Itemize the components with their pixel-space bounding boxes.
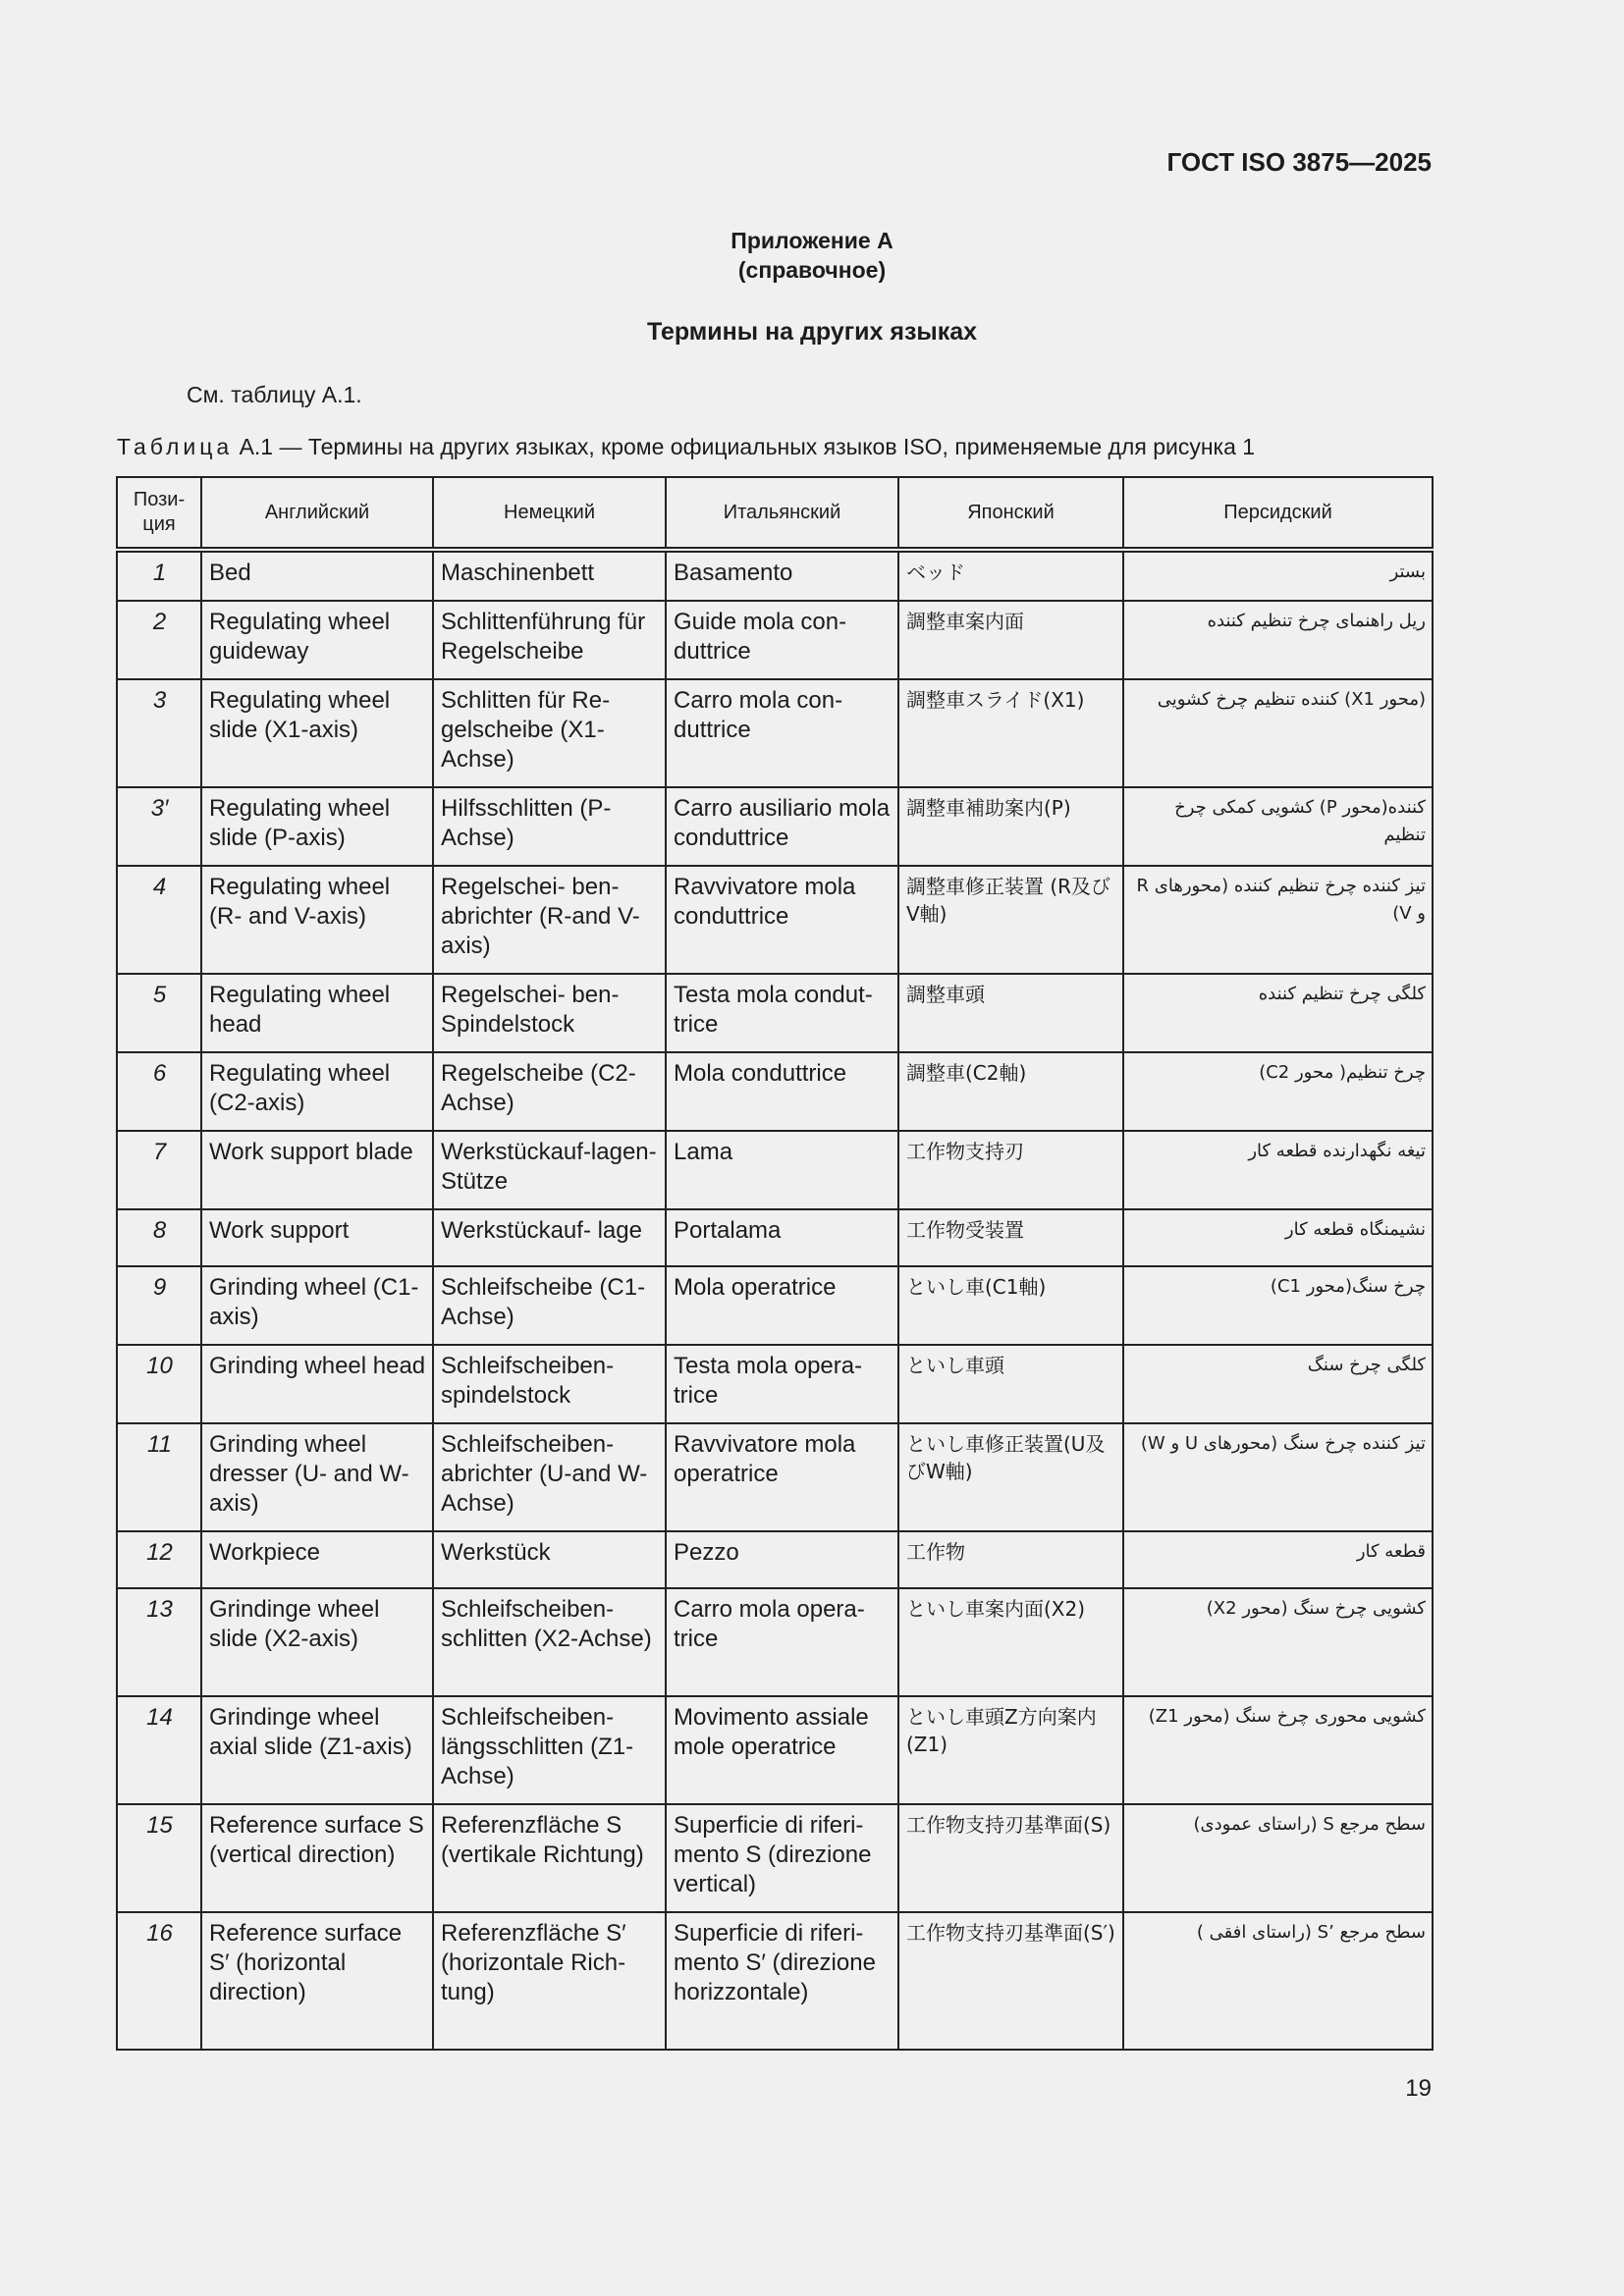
cell-german: Schlittenführung für Regelscheibe	[433, 601, 666, 679]
annex-heading	[0, 226, 1624, 285]
cell-position: 1	[117, 550, 201, 601]
cell-german: Regelschei- ben-abrichter (R-and V-axis)	[433, 866, 666, 974]
cell-german: Schlitten für Re-gelscheibe (X1-Achse)	[433, 679, 666, 787]
cell-position: 7	[117, 1131, 201, 1209]
cell-japanese: 調整車案内面	[898, 601, 1123, 679]
cell-persian: قطعه کار	[1123, 1531, 1433, 1588]
table-row	[117, 1588, 1433, 1696]
header-position: Пози- ция	[117, 477, 201, 550]
cell-position: 9	[117, 1266, 201, 1345]
cell-german: Schleifscheibe (C1-Achse)	[433, 1266, 666, 1345]
cell-japanese: 調整車スライド(X1)	[898, 679, 1123, 787]
header-german: Немецкий	[433, 477, 666, 550]
cell-persian: سطح مرجع ’S (راستای افقی )	[1123, 1912, 1433, 2050]
table-caption	[117, 434, 1255, 460]
cell-position: 3	[117, 679, 201, 787]
cell-italian: Ravvivatore mola operatrice	[666, 1423, 898, 1531]
section-title: Термины на других языках	[646, 318, 978, 346]
cell-german: Hilfsschlitten (P-Achse)	[433, 787, 666, 866]
cell-german: Werkstück	[433, 1531, 666, 1588]
cell-japanese: 工作物支持刃基準面(S)	[898, 1804, 1123, 1912]
header-japanese: Японский	[898, 477, 1123, 550]
cell-english: Grinding wheel dresser (U- and W-axis)	[201, 1423, 433, 1531]
terms-table	[116, 476, 1434, 2051]
cell-japanese: 工作物受装置	[898, 1209, 1123, 1266]
cell-persian: (محور X1) کننده تنظیم چرخ کشویی	[1123, 679, 1433, 787]
annex-subtitle: (справочное)	[737, 257, 887, 283]
cell-english: Regulating wheel head	[201, 974, 433, 1052]
cell-english: Bed	[201, 550, 433, 601]
cell-italian: Superficie di riferi-mento S (direzione vertical)	[666, 1804, 898, 1912]
cell-german: Referenzfläche S (vertikale Richtung)	[433, 1804, 666, 1912]
cell-position: 12	[117, 1531, 201, 1588]
cell-english: Work support	[201, 1209, 433, 1266]
cell-position: 16	[117, 1912, 201, 2050]
cell-position: 11	[117, 1423, 201, 1531]
cell-japanese: 調整車修正装置 (R及びV軸)	[898, 866, 1123, 974]
header-english: Английский	[201, 477, 433, 550]
table-row	[117, 679, 1433, 787]
table-caption-label: Таблица	[117, 434, 234, 459]
cell-english: Work support blade	[201, 1131, 433, 1209]
cell-italian: Testa mola opera-trice	[666, 1345, 898, 1423]
cell-italian: Mola conduttrice	[666, 1052, 898, 1131]
cell-japanese: といし車修正装置(U及びW軸)	[898, 1423, 1123, 1531]
cell-japanese: といし車頭Z方向案内(Z1)	[898, 1696, 1123, 1804]
cell-persian: کلگی چرخ تنظیم کننده	[1123, 974, 1433, 1052]
table-body	[117, 550, 1433, 2050]
cell-japanese: といし車(C1軸)	[898, 1266, 1123, 1345]
page-number: 19	[1405, 2075, 1432, 2102]
cell-persian: کشویی چرخ سنگ (محور X2)	[1123, 1588, 1433, 1696]
cell-position: 10	[117, 1345, 201, 1423]
cell-position: 6	[117, 1052, 201, 1131]
cell-japanese: 工作物支持刃	[898, 1131, 1123, 1209]
cell-english: Grinding wheel head	[201, 1345, 433, 1423]
cell-persian: سطح مرجع S (راستای عمودی)	[1123, 1804, 1433, 1912]
cell-italian: Carro mola con-duttrice	[666, 679, 898, 787]
cell-german: Maschinenbett	[433, 550, 666, 601]
cell-german: Schleifscheiben-abrichter (U-and W-Achse)	[433, 1423, 666, 1531]
table-row	[117, 1423, 1433, 1531]
intro-text: См. таблицу А.1.	[187, 382, 362, 407]
cell-persian: چرخ تنظیم( محور C2)	[1123, 1052, 1433, 1131]
cell-position: 3′	[117, 787, 201, 866]
cell-japanese: 工作物支持刃基準面(S′)	[898, 1912, 1123, 2050]
cell-italian: Carro ausiliario mola conduttrice	[666, 787, 898, 866]
cell-japanese: 調整車(C2軸)	[898, 1052, 1123, 1131]
cell-english: Regulating wheel (R- and V-axis)	[201, 866, 433, 974]
cell-german: Werkstückauf- lage	[433, 1209, 666, 1266]
table-row	[117, 974, 1433, 1052]
table-row	[117, 1052, 1433, 1131]
header-italian: Итальянский	[666, 477, 898, 550]
cell-english: Regulating wheel guideway	[201, 601, 433, 679]
cell-english: Workpiece	[201, 1531, 433, 1588]
cell-persian: تیز کننده چرخ سنگ (محورهای U و W)	[1123, 1423, 1433, 1531]
cell-position: 15	[117, 1804, 201, 1912]
cell-german: Referenzfläche S′ (horizontale Rich-tung)	[433, 1912, 666, 2050]
table-row	[117, 866, 1433, 974]
table-row	[117, 1912, 1433, 2050]
cell-persian: چرخ سنگ(محور C1)	[1123, 1266, 1433, 1345]
cell-persian: نشیمنگاه قطعه کار	[1123, 1209, 1433, 1266]
table-row	[117, 550, 1433, 601]
cell-persian: بستر	[1123, 550, 1433, 601]
cell-english: Regulating wheel slide (X1-axis)	[201, 679, 433, 787]
cell-italian: Testa mola condut-trice	[666, 974, 898, 1052]
cell-japanese: ベッド	[898, 550, 1123, 601]
cell-persian: کننده(محور P) کشویی کمکی چرخ تنظیم	[1123, 787, 1433, 866]
cell-italian: Ravvivatore mola conduttrice	[666, 866, 898, 974]
cell-english: Reference surface S′ (horizontal direction)	[201, 1912, 433, 2050]
cell-italian: Carro mola opera-trice	[666, 1588, 898, 1696]
cell-japanese: といし車頭	[898, 1345, 1123, 1423]
table-header-row	[117, 477, 1433, 550]
cell-english: Regulating wheel (C2-axis)	[201, 1052, 433, 1131]
cell-italian: Pezzo	[666, 1531, 898, 1588]
cell-italian: Mola operatrice	[666, 1266, 898, 1345]
cell-italian: Basamento	[666, 550, 898, 601]
cell-german: Regelscheibe (C2-Achse)	[433, 1052, 666, 1131]
cell-italian: Guide mola con-duttrice	[666, 601, 898, 679]
cell-position: 13	[117, 1588, 201, 1696]
cell-japanese: 調整車頭	[898, 974, 1123, 1052]
cell-english: Regulating wheel slide (P-axis)	[201, 787, 433, 866]
cell-persian: کشویی محوری چرخ سنگ (محور Z1)	[1123, 1696, 1433, 1804]
cell-english: Grindinge wheel slide (X2-axis)	[201, 1588, 433, 1696]
table-row	[117, 1804, 1433, 1912]
table-row	[117, 1696, 1433, 1804]
table-row	[117, 1266, 1433, 1345]
header-persian: Персидский	[1123, 477, 1433, 550]
cell-persian: تیز کننده چرخ تنظیم کننده (محورهای R و V)	[1123, 866, 1433, 974]
document-code: ГОСТ ISO 3875—2025	[1166, 147, 1432, 177]
cell-english: Grinding wheel (C1-axis)	[201, 1266, 433, 1345]
table-row	[117, 1131, 1433, 1209]
cell-japanese: 工作物	[898, 1531, 1123, 1588]
cell-italian: Movimento assiale mole operatrice	[666, 1696, 898, 1804]
cell-persian: تیغه نگهدارنده قطعه کار	[1123, 1131, 1433, 1209]
cell-position: 14	[117, 1696, 201, 1804]
cell-persian: ریل راهنمای چرخ تنظیم کننده	[1123, 601, 1433, 679]
table-row	[117, 1345, 1433, 1423]
table-row	[117, 601, 1433, 679]
cell-german: Schleifscheiben-spindelstock	[433, 1345, 666, 1423]
cell-position: 8	[117, 1209, 201, 1266]
table-caption-text: А.1 — Термины на других языках, кроме официальных языков ISO, применяемые для рисунка 1	[239, 434, 1256, 459]
cell-japanese: といし車案内面(X2)	[898, 1588, 1123, 1696]
table-row	[117, 787, 1433, 866]
cell-persian: کلگی چرخ سنگ	[1123, 1345, 1433, 1423]
cell-german: Regelschei- ben-Spindelstock	[433, 974, 666, 1052]
table-row	[117, 1209, 1433, 1266]
cell-position: 4	[117, 866, 201, 974]
cell-italian: Portalama	[666, 1209, 898, 1266]
annex-title: Приложение А	[731, 228, 893, 253]
cell-italian: Superficie di riferi-mento S′ (direzione horizzontale)	[666, 1912, 898, 2050]
table-row	[117, 1531, 1433, 1588]
cell-italian: Lama	[666, 1131, 898, 1209]
cell-german: Schleifscheiben-schlitten (X2-Achse)	[433, 1588, 666, 1696]
cell-german: Schleifscheiben-längsschlitten (Z1-Achse)	[433, 1696, 666, 1804]
cell-japanese: 調整車補助案内(P)	[898, 787, 1123, 866]
cell-german: Werkstückauf-lagen-Stütze	[433, 1131, 666, 1209]
cell-english: Reference surface S (vertical direction)	[201, 1804, 433, 1912]
cell-position: 2	[117, 601, 201, 679]
cell-position: 5	[117, 974, 201, 1052]
cell-english: Grindinge wheel axial slide (Z1-axis)	[201, 1696, 433, 1804]
